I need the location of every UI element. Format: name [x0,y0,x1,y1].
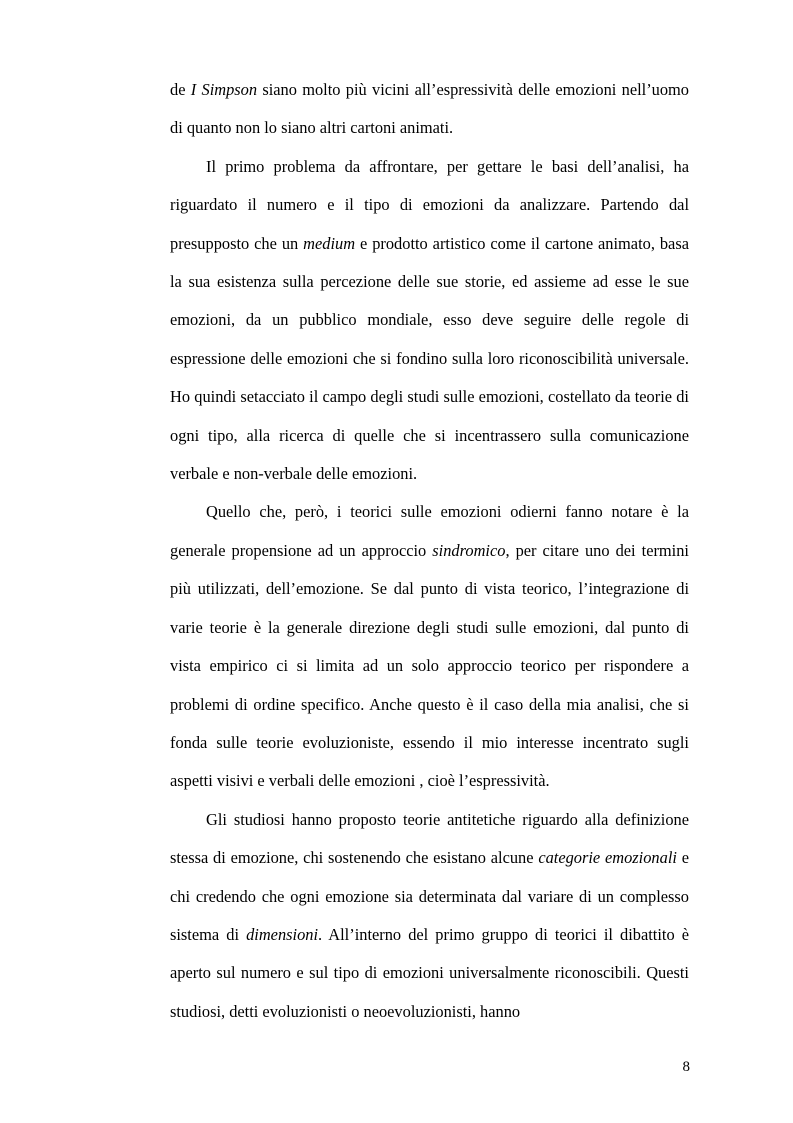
italic-term: sindromico [432,540,506,560]
paragraph-3 [170,493,689,800]
paragraph-text: Quello che, però, i teorici sulle emozioni odierni fanno notare è la generale propensione ad un approccio [170,502,689,560]
paragraph-text: , per citare uno dei termini più utilizzati, dell’emozione. Se dal punto di vista teorico, l’integrazione di varie teorie è la generale direzione degli studi sulle emozioni, dal punto di vista empirico ci si limita ad un solo approccio teorico per rispondere a problemi di ordine specifico. Anche questo è il caso della mia analisi, che si fonda sulle teorie evoluzioniste, essendo il mio interesse incentrato sugli aspetti visivi e verbali delle emozioni , cioè l’espressività. [170,540,689,791]
italic-term: dimensioni [246,924,319,944]
paragraph-text: de [170,80,191,99]
italic-term: categorie emozionali [538,848,677,868]
paragraph-text: Gli studiosi hanno proposto teorie antitetiche riguardo alla definizione stessa di emozione, chi sostenendo che esistano alcune [170,809,689,868]
italic-title: I Simpson [190,80,258,99]
page-number: 8 [682,1059,690,1075]
paragraph-text: . All’interno del primo gruppo di teorici il dibattito è aperto sul numero e sul tipo di emozioni universalmente riconoscibili. Questi studiosi, detti evoluzionisti o neoevoluzionisti, hanno [170,924,690,1021]
document-body [170,71,689,1031]
paragraph-2 [170,148,689,494]
paragraph-text: siano molto più vicini all’espressività delle emozioni nell’uomo di quanto non lo siano altri cartoni animati. [170,80,689,138]
paragraph-text: Il primo problema da affrontare, per gettare le basi dell’analisi, ha riguardato il numero e il tipo di emozioni da analizzare. Partendo dal presupposto che un [170,156,689,253]
paragraph-text: e prodotto artistico come il cartone animato, basa la sua esistenza sulla percezione delle sue storie, ed assieme ad esse le sue emozioni, da un pubblico mondiale, esso deve seguire delle regole di espressione delle emozioni che si fondino sulla loro riconoscibilità universale. Ho quindi setacciato il campo degli studi sulle emozioni, costellato da teorie di ogni tipo, alla ricerca di quelle che si incentrassero sulla comunicazione verbale e non-verbale delle emozioni. [170,233,689,484]
paragraph-4 [170,801,689,1031]
paragraph-1 [170,71,689,148]
italic-term: medium [303,233,356,253]
paragraph-text: e chi credendo che ogni emozione sia determinata dal variare di un complesso sistema di [170,848,690,944]
